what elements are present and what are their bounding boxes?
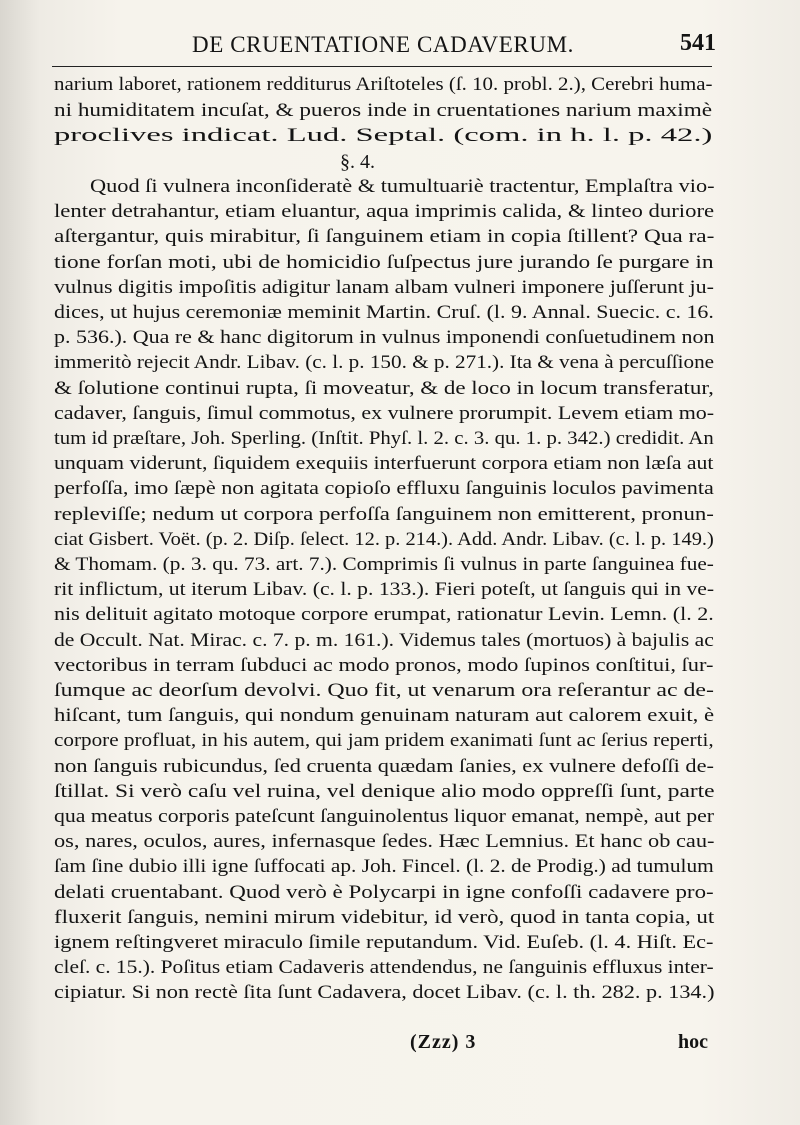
text-line: delati cruentabant. Quod verò è Polycarpi in igne confoſſi cadavere pro- xyxy=(54,881,714,903)
text-line: unquam viderunt, ſiquidem exequiis interfuerunt corpora etiam non læſa aut xyxy=(54,453,714,475)
text-line: nis delituit agitato motoque corpore erumpat, rationatur Levin. Lemn. (l. 2. xyxy=(54,604,714,626)
text-line: non ſanguis rubicundus, ſed cruenta quædam ſanies, ex vulnere defoſſi de- xyxy=(54,755,714,777)
text-line: Quod ſi vulnera inconſideratè & tumultuariè tractentur, Emplaſtra vio- xyxy=(90,176,715,197)
text-line: qua meatus corporis pateſcunt ſanguinolentus liquor emanat, nempè, aut per xyxy=(54,806,715,827)
text-line: tione forſan moti, ubi de homicidio ſuſpectus jure jurando ſe purgare in xyxy=(54,251,714,273)
text-line: vectoribus in terram ſubduci ac modo pronos, modo ſupinos conſtitui, ſur- xyxy=(54,654,714,676)
text-line: cadaver, ſanguis, ſimul commotus, ex vulnere prorumpit. Levem etiam mo- xyxy=(54,402,715,424)
text-line: ſtillat. Si verò caſu vel ruina, vel denique alio modo oppreſſi ſunt, parte xyxy=(54,780,715,802)
page-number: 541 xyxy=(680,30,716,56)
section-mark: §. 4. xyxy=(340,151,375,173)
text-line: ciat Gisbert. Voët. (p. 2. Diſp. ſelect. 12. p. 214.). Add. Andr. Libav. (c. l. p. 149.) xyxy=(54,528,714,550)
text-line: os, nares, oculos, aures, infernasque ſedes. Hæc Lemnius. Et hanc ob cau- xyxy=(54,831,715,853)
text-line: narium laboret, rationem redditurus Ariſtoteles (ſ. 10. probl. 2.), Cerebri huma- xyxy=(54,74,713,95)
text-line: rit inflictum, ut iterum Libav. (c. l. p. 133.). Fieri poteſt, ut ſanguis qui in ve- xyxy=(54,579,715,601)
text-line: immeritò rejecit Andr. Libav. (c. l. p. 150. & p. 271.). Ita & vena à percuſſione xyxy=(54,352,715,374)
signature-mark: (Zzz) 3 xyxy=(410,1031,477,1053)
text-line: proclives indicat. Lud. Septal. (com. in h. l. p. 42.) xyxy=(54,125,713,146)
running-head xyxy=(192,30,716,64)
text-line: corpore profluat, in his autem, qui jam pridem exanimati ſunt ac ſerius reperti, xyxy=(54,730,714,752)
text-line: cipiatur. Si non rectè ſita ſunt Cadavera, docet Libav. (c. l. th. 282. p. 134.) xyxy=(54,982,715,1004)
catchword: hoc xyxy=(678,1031,708,1053)
text-line: aſtergantur, quis mirabitur, ſi ſanguinem etiam in copia ſtillent? Qua ra- xyxy=(54,226,715,248)
text-line: fluxerit ſanguis, nemini mirum videbitur, id verò, quod in tanta copia, ut xyxy=(54,906,715,928)
running-title: DE CRUENTATIONE CADAVERUM. xyxy=(192,32,574,57)
header-rule xyxy=(52,66,712,67)
text-line: p. 536.). Qua re & hanc digitorum in vulnus imponendi conſuetudinem non xyxy=(54,327,715,349)
text-line: & ſolutione continui rupta, ſi moveatur, & de loco in locum transferatur, xyxy=(54,377,714,399)
text-line: ſam ſine dubio illi igne ſuffocati ap. Joh. Fincel. (l. 2. de Prodig.) ad tumulum xyxy=(54,856,714,878)
text-line: vulnus digitis impoſitis adigitur lanam albam vulneri imponere juſſerunt ju- xyxy=(54,276,714,298)
text-line: lenter detrahantur, etiam eluantur, aqua imprimis calida, & linteo duriore xyxy=(54,201,715,223)
text-line: ignem reſtingveret miraculo ſimile reputandum. Vid. Euſeb. (l. 4. Hiſt. Ec- xyxy=(54,932,714,953)
text-line: ſumque ac deorſum devolvi. Quo fit, ut venarum ora reſerantur ac de- xyxy=(54,680,714,701)
text-line: tum id præſtare, Joh. Sperling. (Inſtit. Phyſ. l. 2. c. 3. qu. 1. p. 342.) credidit. An xyxy=(54,428,714,449)
text-line: perfoſſa, imo ſæpè non agitata copioſo effluxu ſanguinis loculos pavimenta xyxy=(54,478,714,500)
text-line: ni humiditatem incuſat, & pueros inde in cruentationes narium maximè xyxy=(54,99,713,121)
text-line: dices, ut hujus ceremoniæ meminit Martin. Cruſ. (l. 9. Annal. Suecic. c. 16. xyxy=(54,302,714,323)
text-line: de Occult. Nat. Mirac. c. 7. p. m. 161.). Videmus tales (mortuos) à bajulis ac xyxy=(54,629,714,651)
text-line: cleſ. c. 15.). Poſitus etiam Cadaveris attendendus, ne ſanguinis effluxus inter- xyxy=(54,957,714,979)
text-line: repleviſſe; nedum ut corpora perfoſſa ſanguinem non emitterent, pronun- xyxy=(54,503,714,525)
text-line: hiſcant, tum ſanguis, qui nondum genuinam naturam aut calorem exuit, è xyxy=(54,705,715,727)
text-line: & Thomam. (p. 3. qu. 73. art. 7.). Comprimis ſi vulnus in parte ſanguinea fue- xyxy=(54,554,714,575)
